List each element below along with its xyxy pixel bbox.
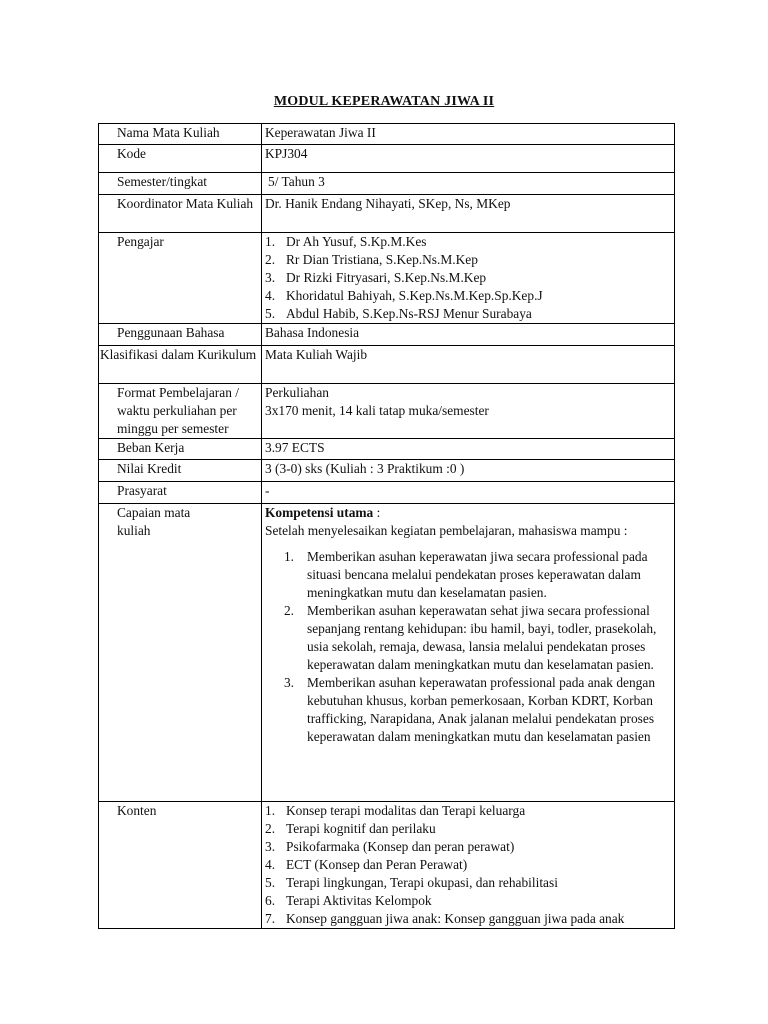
list-item [262, 548, 674, 602]
row-label: Pengajar [117, 234, 164, 249]
list-text: Memberikan asuhan keperawatan jiwa secara professional pada situasi bencana melalui pendekatan proses keperawatan dalam meningkatkan mutu dan keselamatan pasien. [307, 549, 648, 600]
list-number: 3. [265, 270, 276, 285]
pengajar-list [262, 233, 674, 323]
list-text: Memberikan asuhan keperawatan sehat jiwa secara professional sepanjang rentang kehidupan: ibu hamil, bayi, todler, prasekolah, usia sekolah, remaja, dewasa, lansia melalui pendekatan proses keperawatan dalam meningkatkan mutu dan keselamatan pasien. [307, 603, 657, 672]
row-pengajar [99, 233, 675, 324]
row-label: Konten [117, 803, 157, 818]
list-number: 4. [265, 288, 276, 303]
capaian-heading-line [262, 504, 674, 522]
list-text: Dr Rizki Fitryasari, S.Kep.Ns.M.Kep [286, 270, 487, 285]
list-item [262, 233, 674, 251]
list-text: Konsep terapi modalitas dan Terapi keluarga [286, 803, 526, 818]
list-item [262, 838, 674, 856]
row-format [99, 384, 675, 439]
list-text: Psikofarmaka (Konsep dan peran perawat) [286, 839, 515, 854]
capaian-list [262, 548, 674, 746]
row-value: KPJ304 [265, 146, 308, 161]
row-semester [99, 173, 675, 195]
row-label: Format Pembelajaran / waktu perkuliahan per minggu per semester [117, 385, 239, 436]
row-label: Semester/tingkat [117, 174, 207, 189]
list-text: Khoridatul Bahiyah, S.Kep.Ns.M.Kep.Sp.Kep.J [286, 288, 543, 303]
row-label: Beban Kerja [117, 440, 185, 455]
list-text: Terapi kognitif dan perilaku [286, 821, 436, 836]
list-number: 3. [265, 839, 276, 854]
list-text: Terapi lingkungan, Terapi okupasi, dan rehabilitasi [286, 875, 558, 890]
row-value-line1: Perkuliahan [265, 385, 329, 400]
list-item [262, 305, 674, 323]
row-label: Nilai Kredit [117, 461, 182, 476]
row-label: Koordinator Mata Kuliah [117, 196, 254, 211]
list-number: 2. [283, 603, 294, 618]
list-item [262, 251, 674, 269]
list-text: Memberikan asuhan keperawatan professional pada anak dengan kebutuhan khusus, korban pemerkosaan, Korban KDRT, Korban trafficking, Narapidana, Anak jalanan melalui pendekatan proses keperawatan dalam meningkatkan mutu dan keselamatan pasien [307, 675, 656, 744]
row-value: Dr. Hanik Endang Nihayati, SKep, Ns, MKep [265, 196, 511, 211]
list-text: ECT (Konsep dan Peran Perawat) [286, 857, 468, 872]
row-value: 5/ Tahun 3 [268, 174, 325, 189]
list-item [262, 287, 674, 305]
row-label: Penggunaan Bahasa [117, 325, 225, 340]
row-nilai [99, 460, 675, 482]
list-item [262, 602, 674, 674]
list-number: 5. [265, 306, 276, 321]
list-number: 2. [265, 252, 276, 267]
list-item [262, 856, 674, 874]
list-item [262, 674, 674, 746]
list-number: 4. [265, 857, 276, 872]
row-kode [99, 145, 675, 173]
list-number: 1. [283, 549, 294, 564]
row-value: 3.97 ECTS [265, 440, 325, 455]
list-item [262, 269, 674, 287]
row-value: Bahasa Indonesia [265, 325, 360, 340]
list-text: Dr Ah Yusuf, S.Kp.M.Kes [286, 234, 427, 249]
row-label: Capaian mata kuliah [117, 505, 191, 538]
list-text: Rr Dian Tristiana, S.Kep.Ns.M.Kep [286, 252, 478, 267]
capaian-heading: Kompetensi utama [265, 505, 374, 520]
konten-list [262, 802, 674, 928]
list-item [262, 820, 674, 838]
document-title: MODUL KEPERAWATAN JIWA II [273, 94, 495, 109]
capaian-intro: Setelah menyelesaikan kegiatan pembelajaran, mahasiswa mampu : [265, 523, 628, 538]
row-label: Kode [117, 146, 147, 161]
list-item [262, 802, 674, 820]
list-number: 1. [265, 234, 276, 249]
capaian-heading-suffix: : [373, 505, 381, 520]
row-bahasa [99, 324, 675, 346]
list-number: 5. [265, 875, 276, 890]
row-value-line2: 3x170 menit, 14 kali tatap muka/semester [265, 403, 489, 418]
list-item [262, 910, 674, 928]
list-number: 2. [265, 821, 276, 836]
list-text: Abdul Habib, S.Kep.Ns-RSJ Menur Surabaya [286, 306, 532, 321]
row-koordinator [99, 195, 675, 233]
row-prasyarat [99, 482, 675, 504]
row-label: Klasifikasi dalam Kurikulum [100, 347, 257, 362]
row-nama-mata-kuliah [99, 124, 675, 145]
list-item [262, 874, 674, 892]
row-value: Mata Kuliah Wajib [265, 347, 368, 362]
row-beban [99, 439, 675, 460]
row-label: Nama Mata Kuliah [117, 125, 220, 140]
list-number: 7. [265, 911, 276, 926]
list-number: 6. [265, 893, 276, 908]
list-text: Konsep gangguan jiwa anak: Konsep gangguan jiwa pada anak [286, 911, 625, 926]
list-number: 1. [265, 803, 276, 818]
row-klasifikasi [99, 346, 675, 384]
list-item [262, 892, 674, 910]
row-value: Keperawatan Jiwa II [265, 125, 376, 140]
row-capaian [99, 504, 675, 802]
list-number: 3. [283, 675, 294, 690]
row-value: 3 (3-0) sks (Kuliah : 3 Praktikum :0 ) [265, 461, 465, 476]
row-label: Prasyarat [117, 483, 167, 498]
row-value: - [265, 483, 270, 498]
module-table [98, 123, 675, 929]
row-konten [99, 802, 675, 929]
list-text: Terapi Aktivitas Kelompok [286, 893, 432, 908]
